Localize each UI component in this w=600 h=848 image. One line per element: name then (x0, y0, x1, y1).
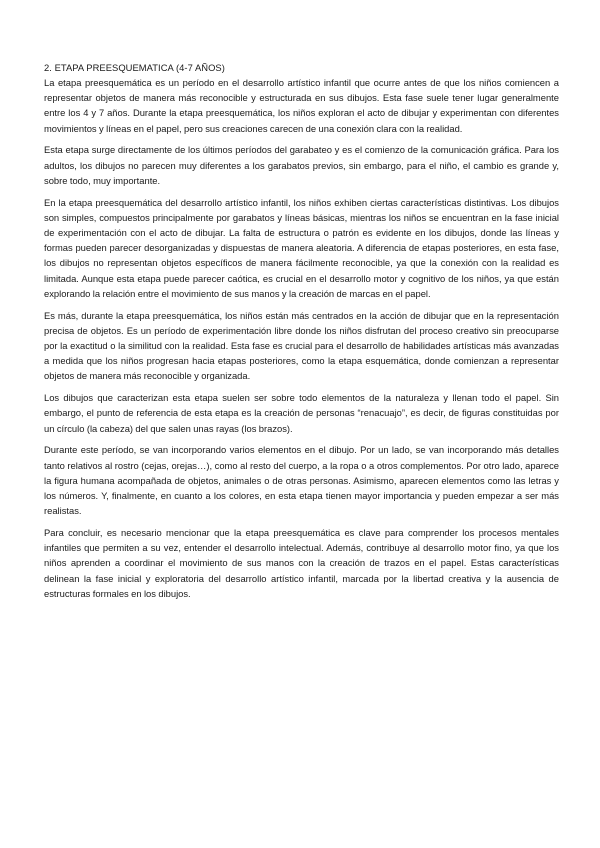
paragraph-characteristics: En la etapa preesquemática del desarrollo artístico infantil, los niños exhiben ciertas características distintivas. Los dibujos son simples, compuestos principalmente por garabatos y líneas básicas, mientras los niños se encuentran en la fase inicial de experimentación con el acto de dibujar. La falta de estructura o patrón es evidente en los dibujos, donde las líneas y formas pueden parecer desorganizadas y dispuestas de manera aleatoria. A diferencia de etapas posteriores, en esta fase, los dibujos no representan objetos específicos de manera fácilmente reconocible, ya que la conexión con la realidad es limitada. Aunque esta etapa puede parecer caótica, es crucial en el desarrollo motor y cognitivo de los niños, ya que están explorando la relación entre el movimiento de sus manos y la creación de marcas en el papel. (44, 196, 559, 299)
paragraph-experimentation: Es más, durante la etapa preesquemática, los niños están más centrados en la acción de dibujar que en la representación precisa de objetos. Es un período de experimentación libre donde los niños disfrutan del proceso creativo sin preocuparse por la exactitud o la similitud con la realidad. Esta fase es crucial para el desarrollo de habilidades artísticas más avanzadas a medida que los niños progresan hacia etapas posteriores, como la etapa esquemática, donde comienzan a representar objetos de manera más reconocible y organizada. (44, 309, 559, 382)
paragraph-intro: La etapa preesquemática es un período en el desarrollo artístico infantil que ocurre antes de que los niños comiencen a representar objetos de manera más reconocible y estructurada en sus dibujos. Esta fase suele tener lugar generalmente entre los 4 y 7 años. Durante la etapa preesquemática, los niños exploran el acto de dibujar y experimentan con diferentes movimientos y líneas en el papel, pero sus creaciones carecen de una conexión clara con la realidad. (44, 77, 559, 134)
paragraph-conclusion: Para concluir, es necesario mencionar que la etapa preesquemática es clave para comprender los procesos mentales infantiles que permiten a su vez, entender el desarrollo intelectual. Además, contribuye al desarrollo motor fino, ya que los niños aprenden a coordinar el movimiento de sus manos con la creación de trazos en el papel. Estas características delinean la fase inicial y exploratoria del desarrollo artístico infantil, marcada por la libertad creativa y la ausencia de estructuras formales en los dibujos. (44, 527, 559, 599)
section-heading: 2. ETAPA PREESQUEMATICA (4-7 AÑOS) (44, 62, 225, 73)
paragraph-tadpole-figures: Los dibujos que caracterizan esta etapa suelen ser sobre todo elementos de la naturaleza y llenan todo el papel. Sin embargo, el punto de referencia de esta etapa es la creación de personas “renacuajo”, es decir, de figuras constituidas por un círculo (la cabeza) del que salen unas rayas (los brazos). (44, 392, 559, 434)
paragraph-elements: Durante este período, se van incorporando varios elementos en el dibujo. Por un lado, se van incorporando más detalles tanto relativos al rostro (cejas, orejas…), como al resto del cuerpo, a la ropa o a otros complementos. Por otro lado, aparece la figura humana acompañada de objetos, animales o de otras personas. Asimismo, aparecen elementos como las letras y los números. Y, finalmente, en cuanto a los colores, en esta etapa tienen mayor importancia y pueden empezar a ser más realistas. (44, 444, 559, 517)
paragraph-origin: Esta etapa surge directamente de los últimos períodos del garabateo y es el comienzo de la comunicación gráfica. Para los adultos, los dibujos no parecen muy diferentes a los garabatos previos, sin embargo, para el niño, el cambio es grande y, sobre todo, muy importante. (44, 144, 559, 186)
document-page (44, 61, 559, 608)
